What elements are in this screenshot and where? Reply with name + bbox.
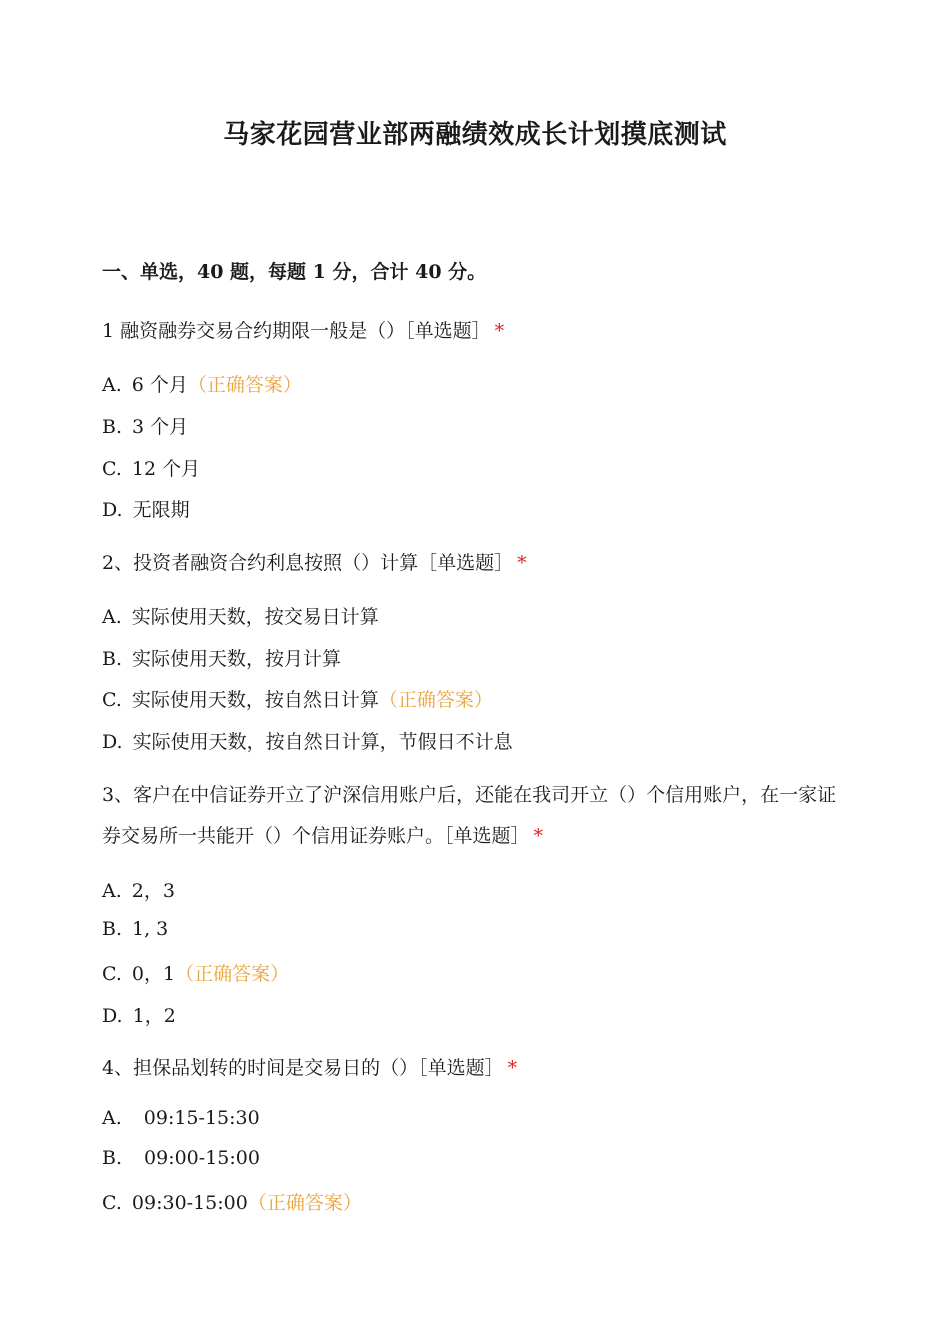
option-letter: C. (102, 689, 122, 711)
question-2 (102, 543, 842, 584)
correct-answer-label: （正确答案） (187, 374, 302, 396)
option-text: 1，2 (132, 1005, 176, 1027)
q3-option-d[interactable] (102, 1001, 176, 1028)
option-text: 09:00-15:00 (144, 1147, 260, 1169)
option-text: 2，3 (131, 880, 175, 902)
option-letter: C. (102, 458, 122, 480)
option-letter: B. (102, 648, 123, 670)
question-text: 3、客户在中信证券开立了沪深信用账户后，还能在我司开立（）个信用账户，在一家证券交易所一共能开（）个信用证券账户。［单选题］ (102, 784, 837, 847)
q1-option-a[interactable] (102, 370, 302, 397)
correct-answer-label: （正确答案） (247, 1192, 362, 1214)
option-text: 实际使用天数，按月计算 (132, 648, 342, 670)
option-letter: B. (102, 918, 123, 940)
q3-option-a[interactable] (102, 876, 175, 903)
correct-answer-label: （正确答案） (175, 963, 290, 985)
option-letter: D. (102, 731, 123, 753)
required-mark: * (533, 825, 544, 847)
q4-option-b[interactable] (102, 1147, 260, 1169)
option-text: 09:30-15:00 (131, 1192, 248, 1214)
question-1 (102, 311, 842, 352)
q4-option-c[interactable] (102, 1188, 362, 1215)
option-text: 3 个月 (132, 416, 189, 438)
q2-option-c[interactable] (102, 685, 493, 712)
q1-option-c[interactable] (102, 454, 200, 481)
option-letter: D. (102, 499, 123, 521)
required-mark: * (507, 1057, 518, 1079)
option-letter: A. (102, 374, 122, 396)
q3-option-b[interactable] (102, 918, 168, 940)
option-letter: B. (102, 416, 123, 438)
option-letter: A. (102, 1107, 122, 1129)
option-text: 6 个月 (131, 374, 188, 396)
option-letter: A. (102, 880, 122, 902)
option-text: 12 个月 (131, 458, 201, 480)
q1-option-d[interactable] (102, 495, 190, 522)
q4-option-a[interactable] (102, 1107, 260, 1129)
required-mark: * (517, 552, 527, 574)
q2-option-b[interactable] (102, 644, 341, 671)
option-letter: C. (102, 963, 122, 985)
q1-option-b[interactable] (102, 412, 188, 439)
q3-option-c[interactable] (102, 959, 289, 986)
option-text: 无限期 (132, 499, 190, 521)
question-text: 1 融资融券交易合约期限一般是（）［单选题］ (102, 320, 491, 342)
question-3 (102, 775, 837, 857)
question-text: 2、投资者融资合约利息按照（）计算［单选题］ (102, 552, 514, 574)
option-letter: A. (102, 606, 122, 628)
question-4 (102, 1048, 842, 1089)
q2-option-a[interactable] (102, 602, 379, 629)
option-text: 09:15-15:30 (143, 1107, 260, 1129)
correct-answer-label: （正确答案） (378, 689, 493, 711)
option-text: 实际使用天数，按自然日计算，节假日不计息 (132, 731, 513, 753)
option-letter: B. (102, 1147, 123, 1169)
question-text: 4、担保品划转的时间是交易日的（）［单选题］ (102, 1057, 504, 1079)
option-text: 实际使用天数，按自然日计算 (131, 689, 379, 711)
option-letter: D. (102, 1005, 123, 1027)
q2-option-d[interactable] (102, 727, 513, 754)
option-letter: C. (102, 1192, 122, 1214)
option-text: 实际使用天数，按交易日计算 (131, 606, 379, 628)
required-mark: * (494, 320, 505, 342)
option-text: 1, 3 (132, 918, 169, 940)
page-title: 马家花园营业部两融绩效成长计划摸底测试 (223, 120, 727, 150)
option-text: 0，1 (131, 963, 176, 985)
section-heading: 一、单选，40 题，每题 1 分，合计 40 分。 (102, 261, 487, 283)
